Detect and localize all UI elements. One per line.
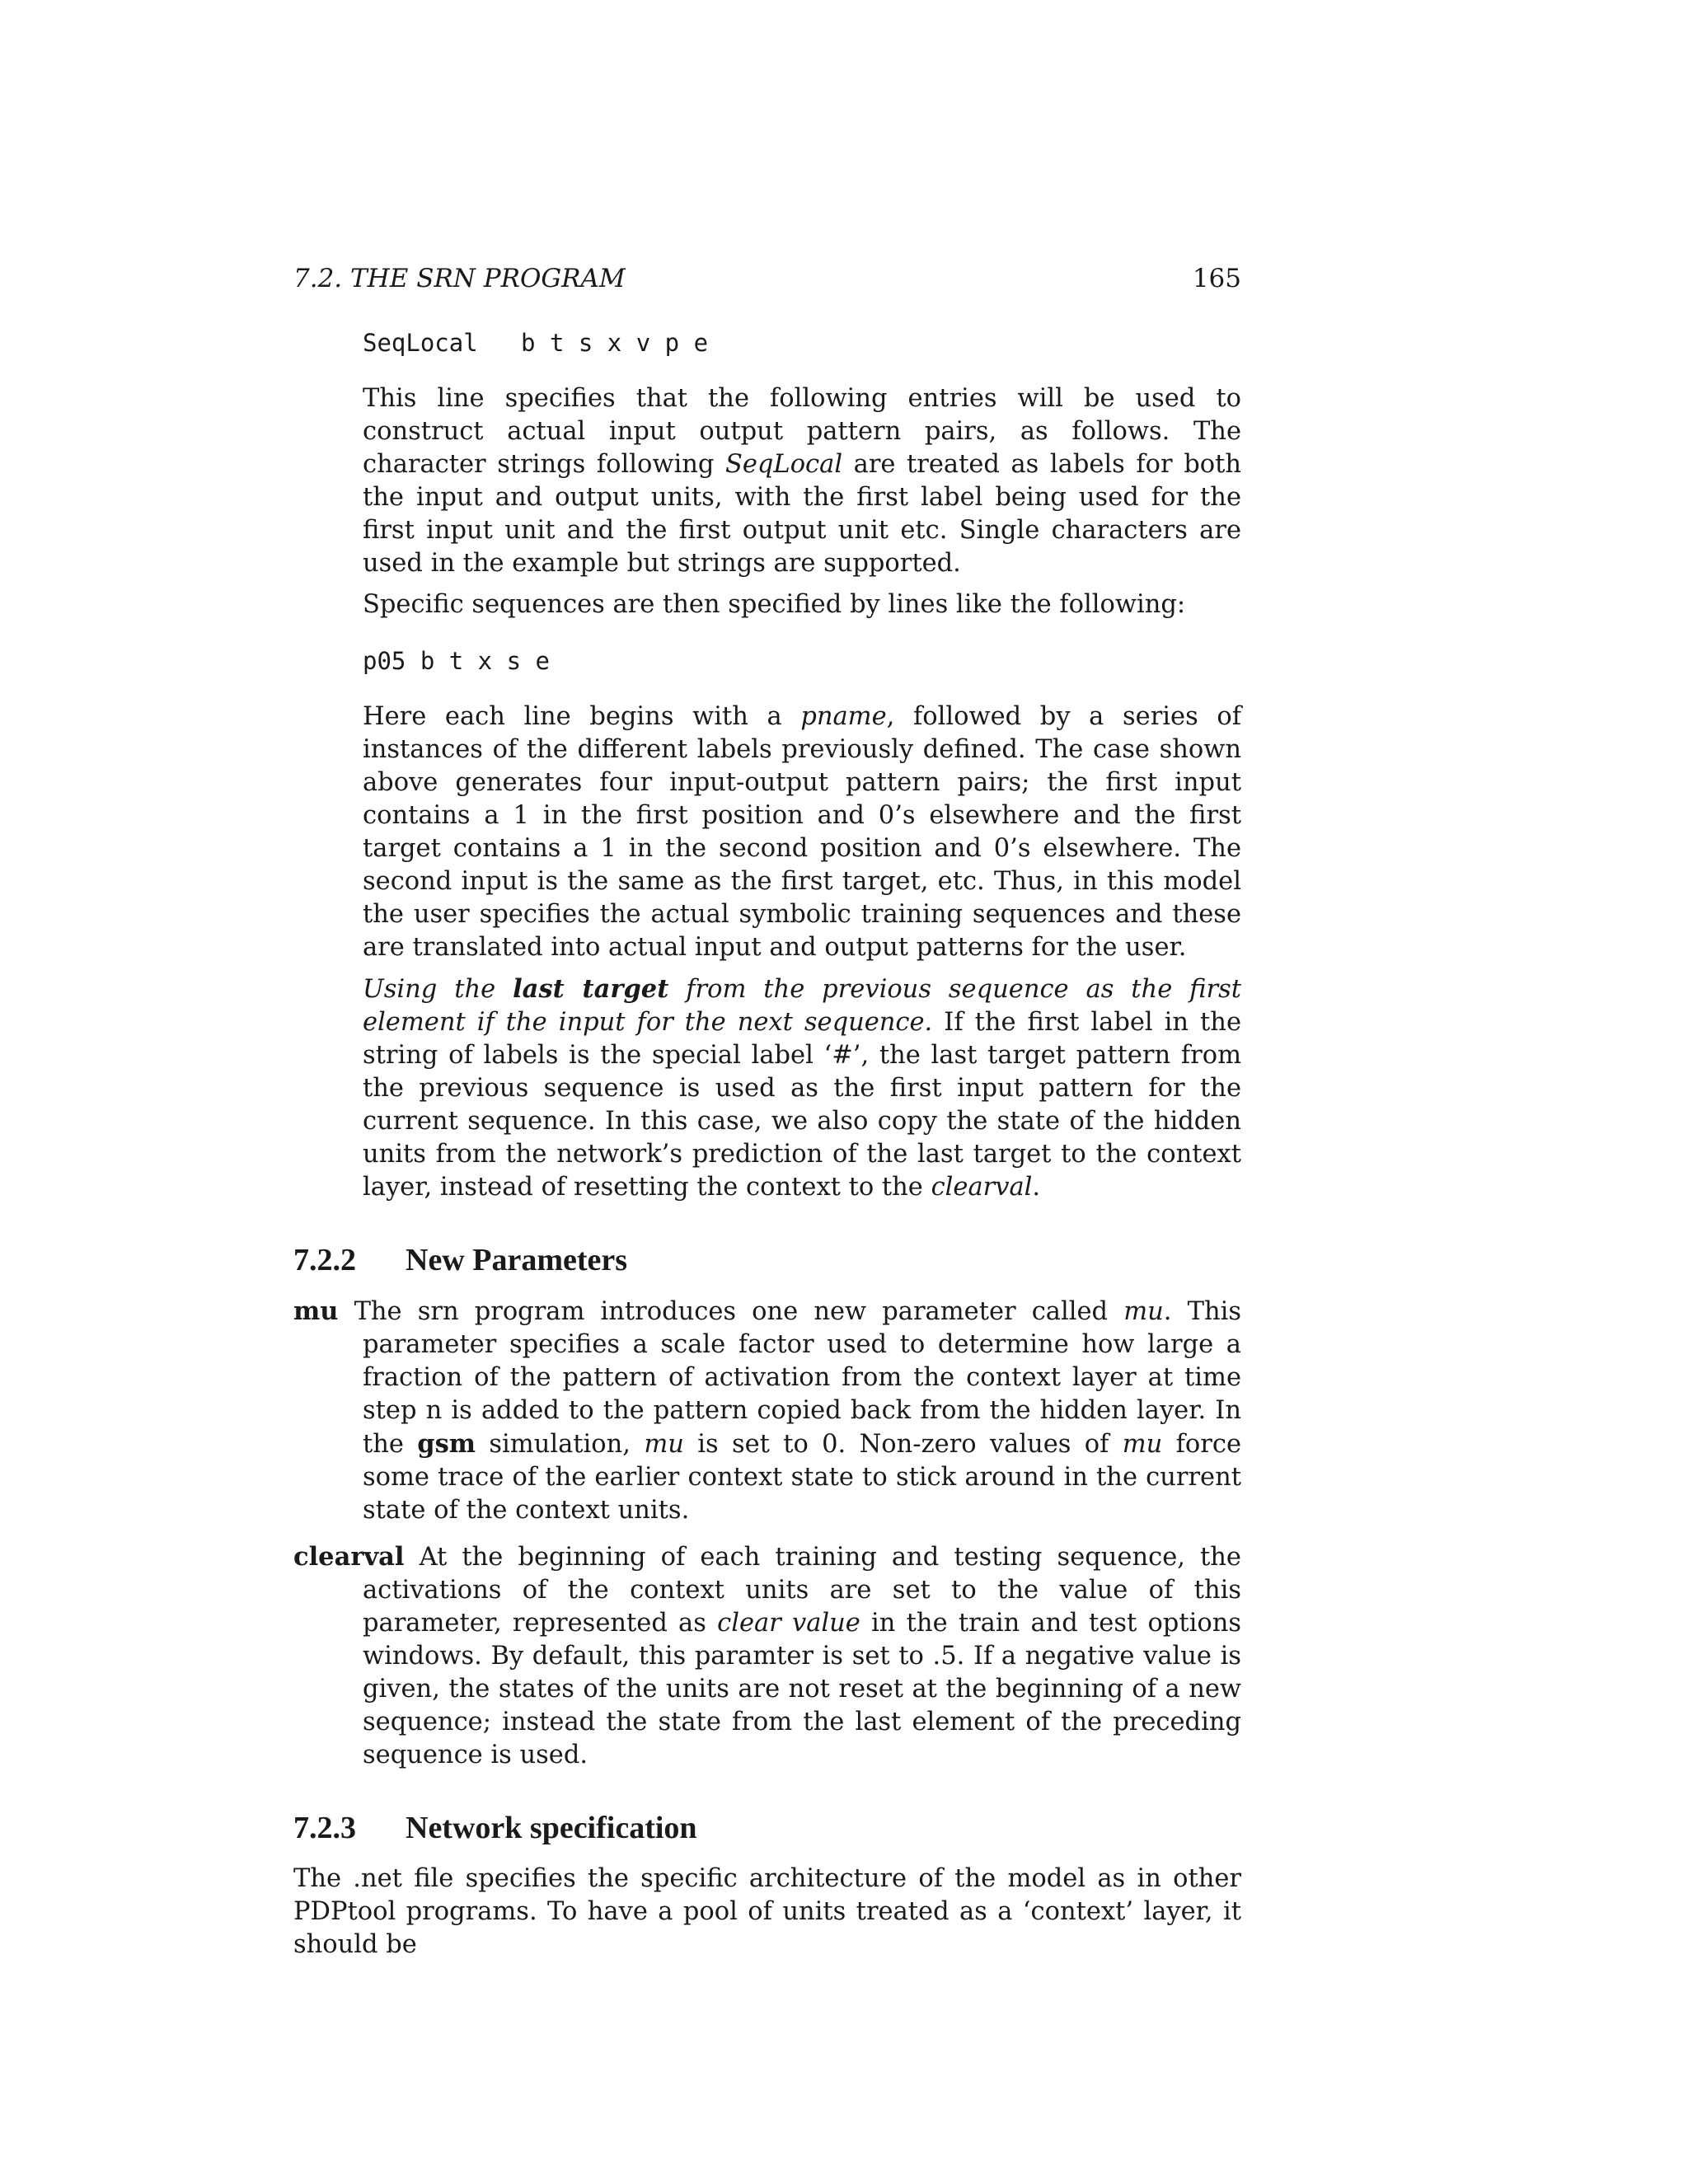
seqlocal-description-block bbox=[363, 326, 1241, 1204]
definition-term: mu bbox=[293, 1296, 339, 1326]
section-title: New Parameters bbox=[406, 1243, 628, 1277]
document-page bbox=[293, 262, 1241, 1961]
text-run: force some trace of the earlier context state to stick around in the current state of the context units. bbox=[363, 1430, 1242, 1525]
bold-italic-term: last target bbox=[513, 974, 669, 1004]
paragraph-sequence-intro: Specific sequences are then specified by lines like the following: bbox=[363, 590, 1186, 619]
italic-term: SeqLocal bbox=[724, 450, 843, 479]
section-number: 7.2.3 bbox=[293, 1811, 356, 1845]
section-heading-network-specification bbox=[293, 1808, 1241, 1848]
seqlocal-code-line: SeqLocal b t s x v p e bbox=[363, 329, 709, 357]
text-run: The srn program introduces one new parameter called bbox=[338, 1297, 1124, 1326]
italic-run: Using the bbox=[363, 975, 513, 1004]
definition-mu bbox=[293, 1295, 1241, 1527]
paragraph-net-file: The .net file specifies the specific architecture of the model as in other PDPtool programs. To have a pool of units treated as a ‘context’ layer, it should be bbox=[293, 1864, 1241, 1959]
text-run: At the beginning of each training and testing sequence, the activations of the context units are set to the value of this parameter, represented as bbox=[363, 1543, 1241, 1638]
text-run: . This parameter specifies a scale factor used to determine how large a fraction of the pattern of activation from the context layer at time step n is added to the pattern copied back from the hidden layer. In the bbox=[363, 1297, 1241, 1459]
definition-clearval bbox=[293, 1540, 1241, 1772]
italic-term: mu bbox=[644, 1430, 684, 1459]
text-run: This line specifies that the following entries will be used to construct actual input output pattern pairs, as follows. The character strings following bbox=[363, 384, 1241, 479]
section-title: Network specification bbox=[406, 1811, 697, 1845]
italic-term: mu bbox=[1123, 1297, 1164, 1326]
text-run: simulation, bbox=[476, 1430, 645, 1459]
text-run: . bbox=[1032, 1173, 1041, 1202]
text-run: in the train and test options windows. By default, this paramter is set to .5. If a negative value is given, the states of the units are not reset at the beginning of a new sequence; instead the state from the last element of the preceding sequence is used. bbox=[363, 1609, 1241, 1769]
paragraph-last-target bbox=[363, 972, 1241, 1204]
italic-run: from the previous sequence as the first element if the input for the next sequence. bbox=[363, 975, 1242, 1037]
text-run: is set to 0. Non-zero values of bbox=[683, 1430, 1123, 1459]
text-run: , followed by a series of instances of the different labels previously defined. The case shown above generates four input-output pattern pairs; the first input contains a 1 in the first position and 0’s elsewhere and the first target contains a 1 in the second position and 0’s elsewhere. The second input is the same as the first target, etc. Thus, in this model the user specifies the actual symbolic training sequences and these are translated into actual input and output patterns for the user. bbox=[363, 702, 1242, 962]
text-run: Here each line begins with a bbox=[363, 702, 801, 731]
section-number: 7.2.2 bbox=[293, 1243, 356, 1277]
italic-term: clearval bbox=[931, 1173, 1033, 1202]
text-run: If the first label in the string of labels is the special label ‘#’, the last target pattern from the previous sequence is used as the first input pattern for the current sequence. In this case, we also copy the state of the hidden units from the network’s prediction of the last target to the context layer, instead of resetting the context to the bbox=[363, 1008, 1241, 1202]
running-head bbox=[293, 262, 1241, 295]
running-head-section: 7.2. THE SRN PROGRAM bbox=[293, 264, 626, 293]
sequence-code-line: p05 b t x s e bbox=[363, 647, 550, 675]
paragraph-pname-explanation bbox=[363, 701, 1241, 964]
page-number: 165 bbox=[1192, 264, 1241, 293]
bold-term: gsm bbox=[417, 1429, 476, 1459]
paragraph-seqlocal-explanation bbox=[363, 382, 1241, 580]
section-heading-new-parameters bbox=[293, 1240, 1241, 1280]
definition-term: clearval bbox=[293, 1542, 405, 1572]
italic-term: pname bbox=[800, 702, 887, 731]
italic-term: clear value bbox=[717, 1609, 860, 1638]
text-run: are treated as labels for both the input and output units, with the first label being used for the first input unit and the first output unit etc. Single characters are used in the example but strings are supported. bbox=[363, 450, 1241, 578]
italic-term: mu bbox=[1122, 1430, 1163, 1459]
